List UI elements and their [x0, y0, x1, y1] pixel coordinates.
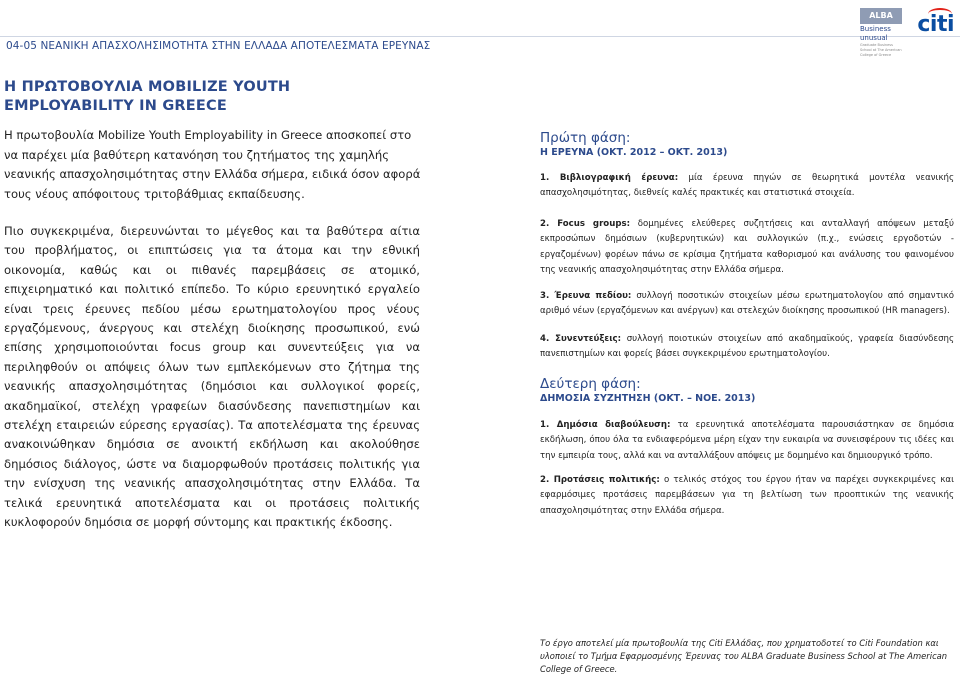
item-text: συλλογή ποιοτικών στοιχείων από ακαδημαϊκούς, γραφεία διασύνδεσης πανεπιστημίων και φορείς βάσει συγκεκριμένου ερωτηματολογίου. — [540, 334, 955, 360]
item-text: ο τελικός στόχος του έργου ήταν να παρέχει συγκεκριμένες και εφαρμόσιμες προτάσεις παρεμβάσεων για τη βελτίωση των προοπτικών της νεανικής απασχολησιμότητας στην Ελλάδα σήμερα. — [540, 475, 954, 516]
section-title: ΝΕΑΝΙΚΗ ΑΠΑΣΧΟΛΗΣΙΜΟΤΗΤΑ ΣΤΗΝ ΕΛΛΑΔΑ ΑΠΟΤΕΛΕΣΜΑΤΑ ΕΡΕΥΝΑΣ — [40, 40, 431, 52]
phase1-subtitle: Η ΕΡΕΥΝΑ (ΟΚΤ. 2012 – ΟΚΤ. 2013) — [540, 147, 728, 158]
item-label: 1. Βιβλιογραφική έρευνα: — [540, 173, 679, 183]
phase2-section — [540, 376, 954, 405]
phase1-title: Πρώτη φάση: — [540, 130, 631, 146]
alba-logo-mark: ALBA — [860, 8, 902, 24]
partner-logos — [860, 2, 954, 57]
item-label: 2. Focus groups: — [540, 219, 631, 229]
phase1-item-2 — [540, 217, 954, 279]
phase2-item-2 — [540, 473, 954, 519]
intro-paragraph: Η πρωτοβουλία Mobilize Youth Employability in Greece αποσκοπεί στο να παρέχει μία βαθύτερη κατανόηση του ζητήματος της χαμηλής νεανικής απασχολησιμότητας στην Ελλάδα σήμερα, ειδικά όσον αφορά τους νέους απόφοιτους τριτοβάθμιας εκπαίδευσης. — [4, 128, 421, 201]
item-label: 1. Δημόσια διαβούλευση: — [540, 420, 671, 430]
body-paragraph: Πιο συγκεκριμένα, διερευνώνται το μέγεθος και τα βαθύτερα αίτια του προβλήματος, οι επιπτώσεις για τα άτομα και την εθνική οικονομία, καθώς και οι πιθανές παρεμβάσεις σε ατομικό, επιχειρηματικό και πολιτικό επίπεδο. Το κύριο ερευνητικό εργαλείο είναι τρεις έρευνες πεδίου μέσω ερωτηματολογίου προς νέους εργαζόμενους, άνεργους και στελέχη διοίκησης προσωπικού, ενώ επίσης χρησιμοποιούνται focus group και συνεντεύξεις για να περιληφθούν οι απόψεις όλων των εμπλεκόμενων στο ζήτημα της νεανικής απασχολησιμότητας (δημόσιοι και συλλογικοί φορείς, ακαδημαϊκοί, στελέχη γραφείων διασύνδεσης πανεπιστημίων και στελέχη εταιρειών εύρεσης εργασίας). Τα αποτελέσματα της έρευνας ανακοινώθηκαν δημόσια σε ανοικτή εκδήλωση και ακολούθησε δημόσιος διάλογος, ώστε να διαμορφωθούν προτάσεις πολιτικής για την ενίσχυση της νεανικής απασχολησιμότητας στην Ελλάδα. Τα τελικά ερευνητικά αποτελέσματα και οι προτάσεις πολιτικής κυκλοφορούν δημόσια σε μορφή σύντομης και πρακτικής έκδοσης. — [4, 224, 420, 530]
phase1-section — [540, 130, 954, 159]
alba-subtitle: Graduate Business School at The American College of Greece — [860, 43, 902, 57]
phase2-item-1 — [540, 418, 954, 464]
item-label: 4. Συνεντεύξεις: — [540, 334, 622, 344]
page-numbers: 04-05 — [6, 40, 38, 52]
funding-note: Το έργο αποτελεί μία πρωτοβουλία της Citi Ελλάδας, που χρηματοδοτεί το Citi Foundation και υλοποιεί το Τμήμα Εφαρμοσμένης Έρευνας του ALBA Graduate Business School at The American College of Greece. — [540, 638, 948, 674]
alba-logo — [860, 8, 902, 57]
alba-tagline: Business unusual — [860, 25, 891, 42]
item-label: 2. Προτάσεις πολιτικής: — [540, 475, 660, 485]
phase2-title: Δεύτερη φάση: — [540, 376, 641, 392]
phase1-item-4 — [540, 332, 954, 363]
item-text: συλλογή ποσοτικών στοιχείων μέσω ερωτηματολογίου από σημαντικό αριθμό νέων (εργαζόμενων και ανέργων) και στελεχών διοίκησης προσωπικού (HR managers). — [540, 291, 954, 317]
header-rule — [0, 36, 960, 37]
running-header — [6, 40, 430, 52]
phase1-item-3 — [540, 289, 954, 320]
item-text: τα ερευνητικά αποτελέσματα παρουσιάστηκαν σε δημόσια εκδήλωση, όπου όλα τα ενδιαφερόμενα μέρη είχαν την ευκαιρία να συνεισφέρουν τις ιδέες και την εμπειρία τους, αλλά και να ανταλλάξουν απόψεις με δομημένο και δημιουργικό τρόπο. — [540, 420, 954, 461]
citi-logo: citi — [917, 12, 954, 37]
item-text: δομημένες ελεύθερες συζητήσεις και ανταλλαγή απόψεων μεταξύ εκπροσώπων δημόσιων (κυβερνητικών) και συλλογικών (π.χ., ενώσεις εργοδοτών - εργαζομένων) φορέων πάνω σε κρίσιμα ζητήματα καθορισμού και ανάλυσης του φαινομένου της νεανικής απασχολησιμότητας στην Ελλάδα σήμερα. — [540, 219, 954, 276]
phase1-item-1 — [540, 171, 954, 202]
phase2-subtitle: ΔΗΜΟΣΙΑ ΣΥΖΗΤΗΣΗ (ΟΚΤ. – ΝΟΕ. 2013) — [540, 393, 756, 404]
page-title: Η ΠΡΩΤΟΒΟΥΛΙΑ MOBILIZE YOUTH EMPLOYABILITY IN GREECE — [4, 79, 291, 114]
item-text: μία έρευνα πηγών σε θεωρητικά μοντέλα νεανικής απασχολησιμότητας, διεθνείς καλές πρακτικές και στατιστικά στοιχεία. — [540, 173, 955, 199]
item-label: 3. Έρευνα πεδίου: — [540, 291, 632, 301]
